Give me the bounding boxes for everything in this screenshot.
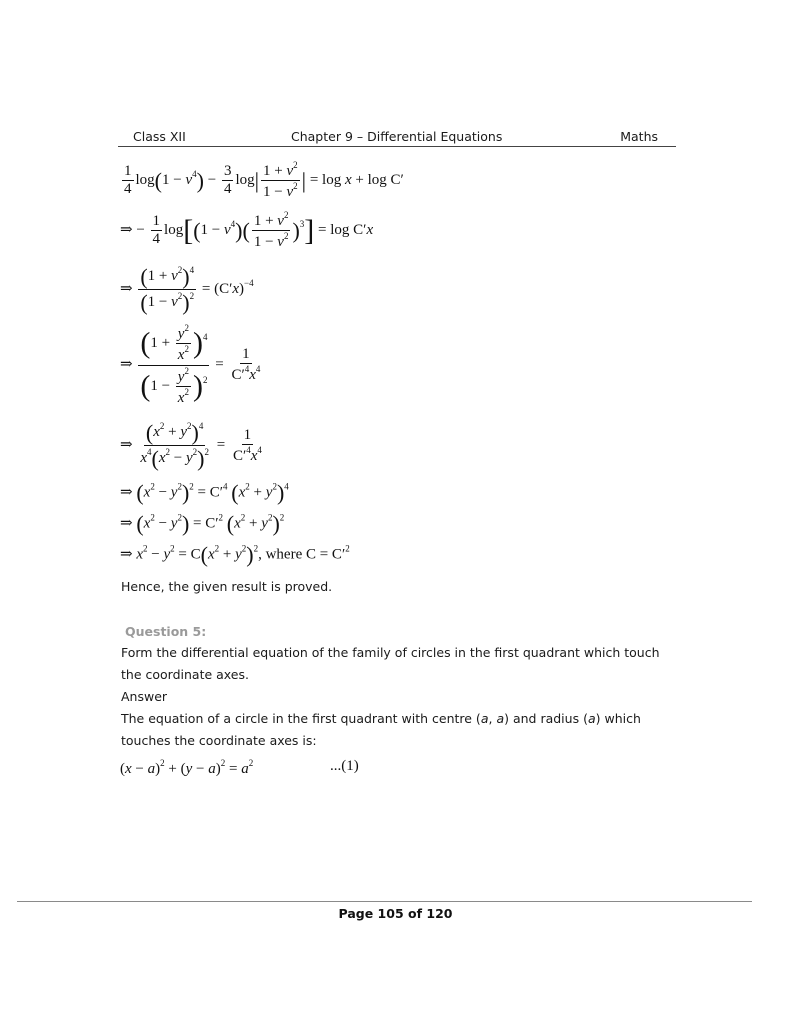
equation-5: ⇒ $\frac{(x^2 + y^2)^4}{x^4(x^2 - y^2)^2}$ = $\frac{1}{C'^4x^4}$	[120, 420, 262, 472]
page-header	[118, 128, 676, 147]
answer-text	[121, 708, 661, 752]
variable-a: a	[587, 711, 596, 726]
question-text: Form the differential equation of the family of circles in the first quadrant which touch the coordinate axes.	[121, 645, 660, 682]
page-number: Page 105 of 120	[338, 906, 453, 921]
header-chapter: Chapter 9 – Differential Equations	[291, 129, 503, 144]
header-class: Class XII	[133, 129, 186, 144]
equation-6: ⇒ $(x^2 - y^2)^2 = C'^4$ $(x^2 + y^2)^4$	[120, 480, 289, 505]
variable-a: a	[480, 711, 489, 726]
equation-4: ⇒ (1 + $\frac{y^2}{x^2}$ )$^4$ (1 − $\frac{y^2}{x^2}$ )$^2$ = $\frac{1}{C'^4x^4}$	[120, 323, 261, 406]
conclusion-text: Hence, the given result is proved.	[121, 579, 333, 594]
equation-2: ⇒ − $\frac{1}{4}$ $\log[(1 - v^4)$( $\frac{1 + v^2}{1 - v^2}$ )$^3$] = log C′x	[120, 210, 374, 251]
answer-text-part: ) and radius (	[504, 711, 588, 726]
equation-circle: $(x - a)^2 + (y - a)^2 = a^2$ ...(1)	[120, 758, 359, 777]
equation-ref: ...(1)	[330, 758, 359, 774]
header-subject: Maths	[620, 129, 658, 144]
equation-1: $\frac{1}{4}$ $\log(1 - v^4)$ − $\frac{3}{4}$ log| $\frac{1 + v^2}{1 - v^2}$ | = log x + log C′	[124, 160, 404, 201]
footer-divider	[17, 901, 752, 902]
question-label: Question 5:	[125, 624, 207, 639]
equation-7: ⇒ $(x^2 - y^2) = C'^2$ $(x^2 + y^2)^2$	[120, 511, 285, 536]
answer-text-part: ) which touches the coordinate axes is:	[121, 711, 641, 748]
answer-text-part: The equation of a circle in the first quadrant with centre (	[121, 711, 481, 726]
variable-a: a	[496, 711, 505, 726]
answer-text-part: ,	[488, 711, 497, 726]
answer-label: Answer	[121, 689, 168, 704]
equation-8: ⇒ $x^2 - y^2 = C(x^2 + y^2)^2$, where $C = C'^2$	[120, 542, 350, 567]
equation-3: ⇒ $\frac{(1 + v^2)^4}{(1 - v^2)^2}$ = $(C'x)^{-4}$	[120, 264, 254, 316]
